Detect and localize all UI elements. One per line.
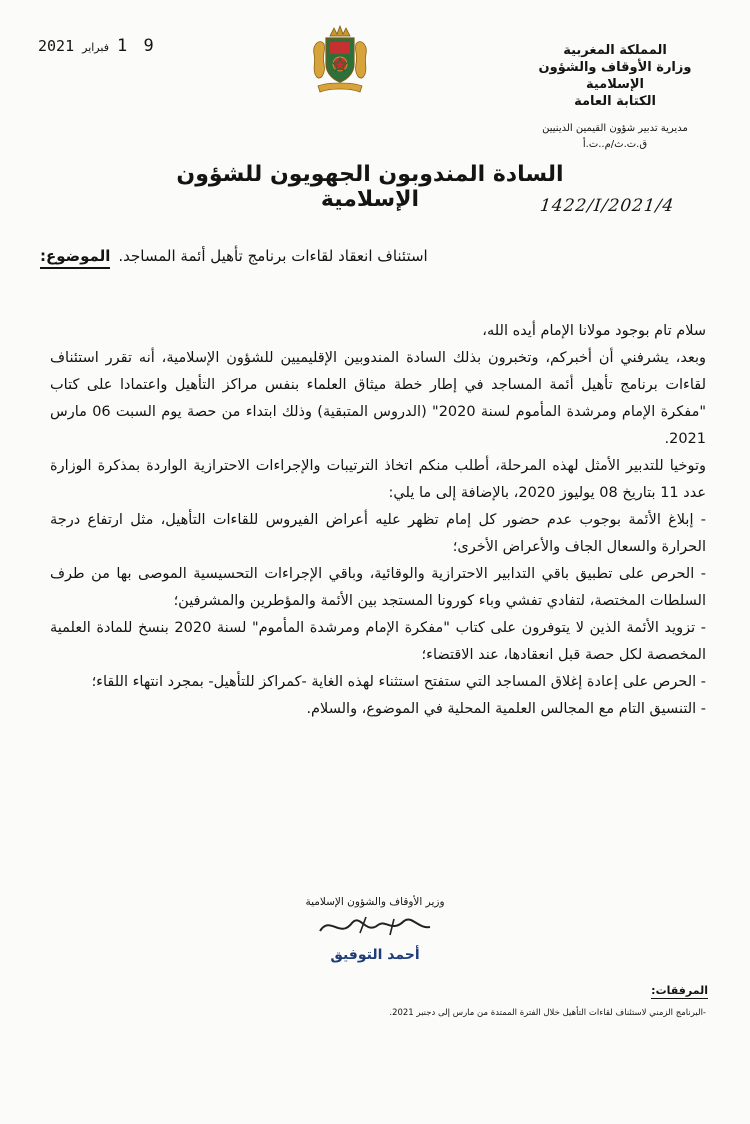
reference-number: 1422/I/2021/4 [538,196,676,216]
directorate-name: مديرية تدبير شؤون القيمين الدينيين [542,123,688,134]
greeting: سلام تام بوجود مولانا الإمام أيده الله، [482,323,706,339]
date-month: فبراير [82,41,109,54]
secretariat-name: الكتابة العامة [574,94,656,109]
body-paragraph: وتوخيا للتدبير الأمثل لهذه المرحلة، أطلب منكم اتخاذ الترتيبات والإجراءات الاحترازية الواردة بمذكرة الوزارة عدد 11 بتاريخ 08 يوليوز 2020، بالإضافة إلى ما يلي: [50,458,706,501]
letter-body [50,318,706,723]
directorate-code: ق.ت.ث/م..ت.أ [582,139,648,150]
body-paragraph: وبعد، يشرفني أن أخبركم، وتخبرون بذلك السادة المندوبين الإقليميين للشؤون الإسلامية، أنه تقرر استئناف لقاءات برنامج تأهيل أئمة المساجد في إطار خطة ميثاق العلماء بنفس مراكز التأهيل واعتمادا على كتاب "مفكرة الإمام ومرشدة المأموم لسنة 2020" (الدروس المتبقية) وذلك ابتداء من حصة يوم السبت 06 مارس 2021. [50,350,706,447]
subject-label: الموضوع: [40,247,110,269]
handwritten-signature [300,909,450,943]
attachments-label: المرفقات: [651,984,708,997]
kingdom-name: المملكة المغربية [563,43,667,58]
signatory-role: وزير الأوقاف والشؤون الإسلامية [305,896,445,908]
subject-line [40,247,710,269]
ministry-header [520,42,710,152]
list-item: - تزويد الأئمة الذين لا يتوفرون على كتاب "مفكرة الإمام ومرشدة المأموم" لسنة 2020 بنسخ للمادة العلمية المخصصة لكل حصة قبل انعقادها، عند الاقتضاء؛ [50,620,706,663]
morocco-coat-of-arms-icon [308,24,372,96]
ministry-name: وزارة الأوقاف والشؤون الإسلامية [538,60,692,92]
signatory-name: أحمد التوفيق [330,947,420,963]
attachment-item: -البرنامج الزمني لاستئناف لقاءات التأهيل خلال الفترة الممتدة من مارس إلى دجنبر 2021. [389,1008,706,1018]
addressee: السادة المندوبون الجهويون للشؤون الإسلامية [176,162,564,212]
signature-block [300,895,450,963]
subject-text: استئناف انعقاد لقاءات برنامج تأهيل أئمة المساجد. [118,247,428,265]
list-item: - إبلاغ الأئمة بوجوب عدم حضور كل إمام تظهر عليه أعراض الفيروس للقاءات التأهيل، مثل ارتفاع درجة الحرارة والسعال الجاف والأعراض الأخرى؛ [50,512,706,555]
date-year: 2021 [38,37,75,55]
list-item: - الحرص على إعادة إغلاق المساجد التي ستفتح استثناء لهذه الغاية -كمراكز للتأهيل- بمجرد انتهاء اللقاء؛ [91,674,706,690]
date-day: 1 9 [116,36,157,56]
document-date [38,36,157,56]
list-item: - الحرص على تطبيق باقي التدابير الاحترازية والوقائية، وباقي الإجراءات التحسيسية الموصى بها من طرف السلطات المختصة، لتفادي تفشي وباء كورونا المستجد بين الأئمة والمؤطرين والمشرفين؛ [50,566,706,609]
list-item: - التنسيق التام مع المجالس العلمية المحلية في الموضوع، والسلام. [306,701,706,717]
